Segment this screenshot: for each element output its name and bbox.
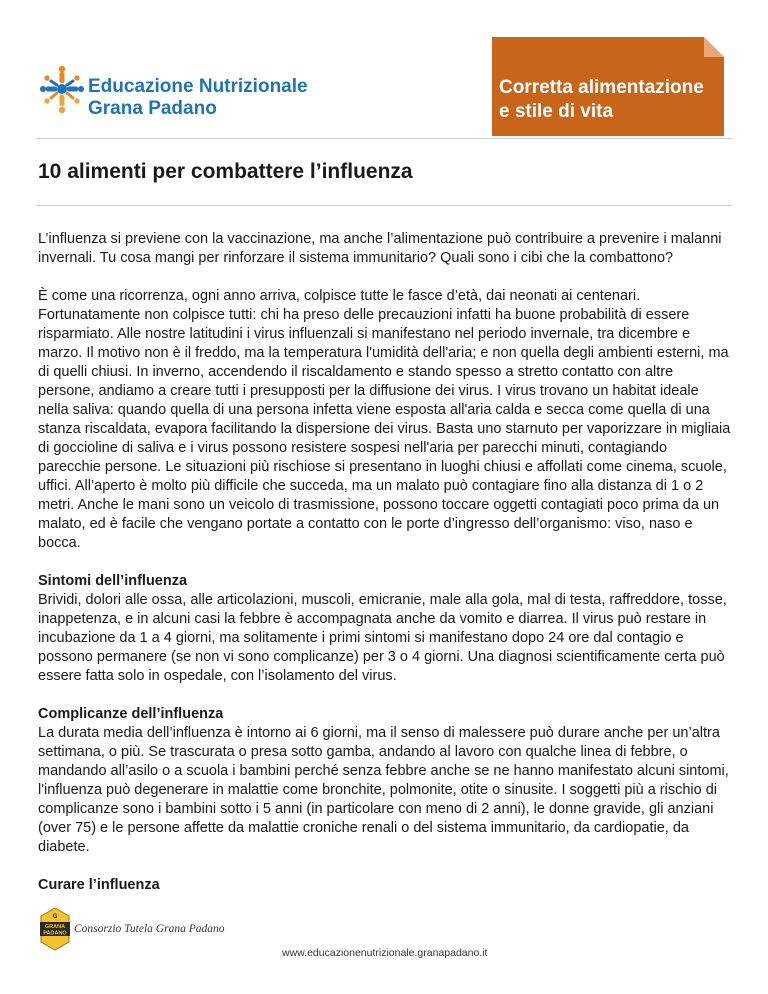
body-paragraph: È come una ricorrenza, ogni anno arriva, colpisce tutte le fasce d’età, dai neonati ai centenari. Fortunatamente non colpisce tutti: chi ha preso delle precauzioni infatti ha buone probabilità di essere risparmiato. Alle nostre latitudini i virus influenzali si manifestano nel periodo invernale, tra dicembre e marzo. Il motivo non è il freddo, ma la temperatura l'umidità dell'aria; e non quella degli ambienti esterni, ma di quelli chiusi. In inverno, accendendo il riscaldamento e stando spesso a stretto contatto con altre persone, andiamo a creare tutti i presupposti per la diffusione dei virus. I virus trovano un habitat ideale nella saliva: quando quella di una persona infetta viene esposta all'aria calda e secca come quella di una stanza riscaldata, evapora facilitando la dispersione dei virus. Basta uno starnuto per vaporizzare in migliaia di goccioline di saliva e i virus possono resistere sospesi nell'aria per parecchi minuti, contagiando parecchie persone. Le situazioni più rischiose si presentano in luoghi chiusi e affollati come cinema, scuole, uffici. All’aperto è molto più difficile che succeda, ma un malato può contagiare fino alla distanza di 1 o 2 metri. Anche le mani sono un veicolo di trasmissione, possono toccare oggetti contagiati poco prima da un malato, ed è facile che vengano portate a contatto con le porte d’ingresso dell’organismo: viso, naso e bocca. [38,288,731,551]
brand-name-line1: Educazione Nutrizionale [88,76,308,97]
page-title: 10 alimenti per combattere l’influenza [38,160,413,183]
section-text-symptoms: Brividi, dolori alle ossa, alle articolazioni, muscoli, emicranie, male alla gola, mal di testa, raffreddore, tosse, inappetenza, e in alcuni casi la febbre è accompagnata anche da vomito e diarrea. Il virus può restare in incubazione da 1 a 4 giorni, ma solitamente i primi sintomi si manifestano dopo 24 ore dal contagio e possono permanere (se non vi sono complicanze) per 3 o 4 giorni. Una diagnosi scientificamente certa può essere fatta solo in ospedale, con l’isolamento del virus. [38,592,727,684]
article-body [38,230,732,895]
svg-text:G: G [52,914,58,920]
header-divider [36,138,732,139]
section-heading-cure: Curare l’influenza [38,877,160,893]
grana-padano-seal-icon [38,907,72,951]
header-tagline [499,76,704,124]
intro-paragraph: L’influenza si previene con la vaccinazione, ma anche l’alimentazione può contribuire a prevenire i malanni invernali. Tu cosa mangi per rinforzare il sistema immunitario? Quali sono i cibi che la combattono? [38,231,722,266]
consorzio-signature: Consorzio Tutela Grana Padano [74,923,225,935]
website-url[interactable]: www.educazionenutrizionale.granapadano.it [282,947,488,959]
section-heading-symptoms: Sintomi dell’influenza [38,573,188,589]
section-heading-complications: Complicanze dell’influenza [38,706,224,722]
brand-name-line2: Grana Padano [88,98,217,119]
title-divider [36,205,732,206]
page-fold-icon [704,37,724,57]
tagline-line2: e stile di vita [499,101,614,122]
brand-name [88,76,308,120]
svg-text:PADANO: PADANO [43,930,67,937]
svg-text:GRANA: GRANA [44,924,66,930]
section-text-complications: La durata media dell’influenza è intorno ai 6 giorni, ma il senso di malessere può durare anche per un’altra settimana, o più. Se trascurata o presa sotto gamba, andando al lavoro con qualche linea di febbre, o mandando all’asilo o a scuola i bambini perché senza febbre anche se ne hanno manifestato alcuni sintomi, l'influenza può degenerare in malattie come bronchite, polmonite, otite o sinusite. I soggetti più a rischio di complicanze sono i bambini sotto i 5 anni (in particolare con meno di 2 anni), le donne gravide, gli anziani (over 75) e le persone affette da malattie croniche renali o del sistema immunitario, da cardiopatie, da diabete. [38,725,729,855]
tagline-line1: Corretta alimentazione [499,77,704,98]
brand-logo-icon [38,64,86,116]
